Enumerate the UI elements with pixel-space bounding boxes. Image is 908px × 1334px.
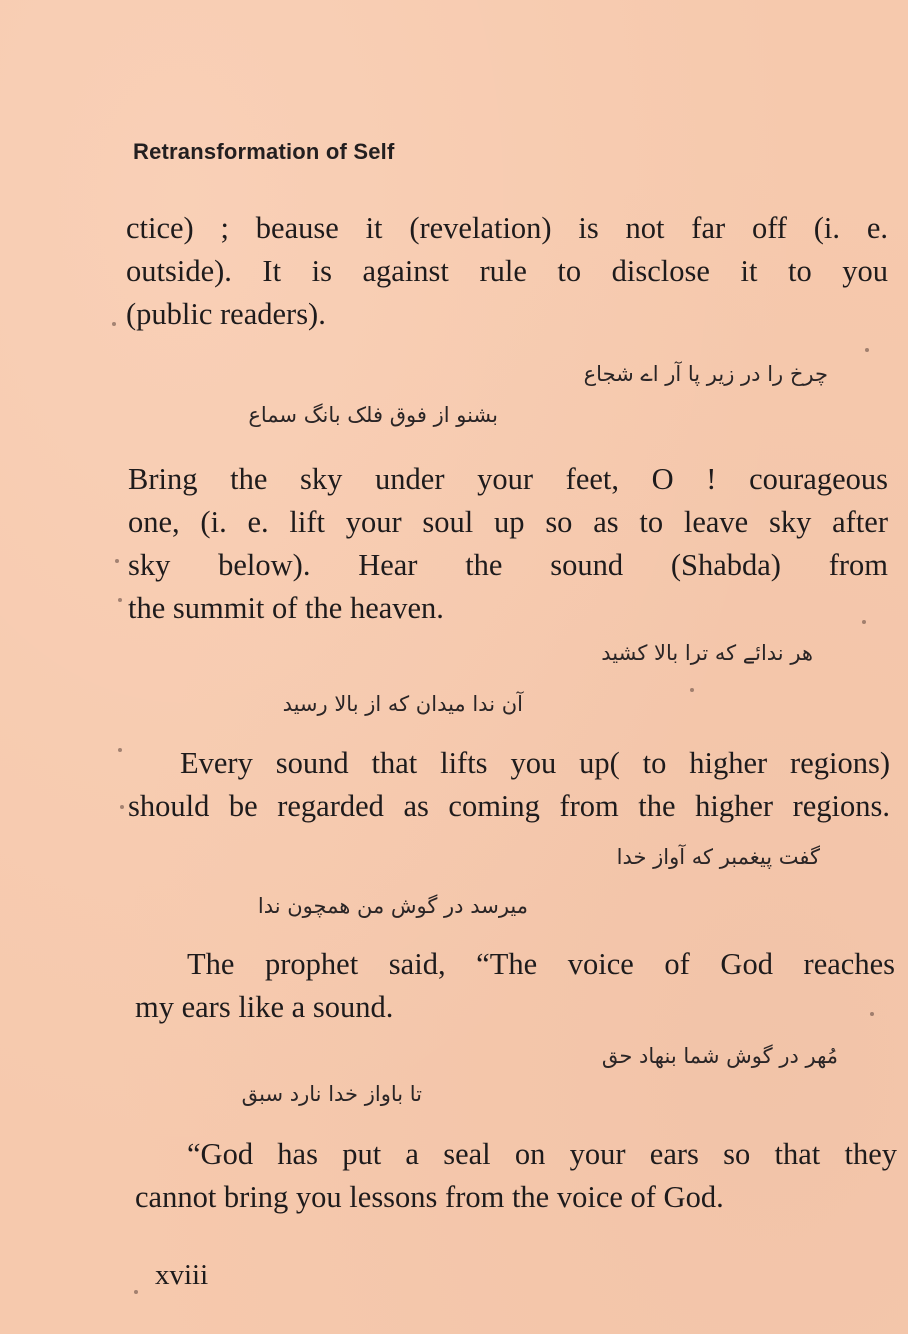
persian-verse: چرخ را در زیر پا آر اے شجاع — [583, 362, 828, 386]
paper-speck — [865, 348, 869, 352]
paper-speck — [862, 620, 866, 624]
text-line: ctice) ; beause it (revelation) is not far off (i. e. — [126, 211, 888, 245]
paper-speck — [118, 748, 122, 752]
persian-verse: هر ندائے که ترا بالا کشید — [601, 641, 813, 665]
persian-verse: آن ندا میدان که از بالا رسید — [282, 692, 523, 716]
text-line: Every sound that lifts you up( to higher regions) — [180, 746, 890, 780]
text-line: Bring the sky under your feet, O ! courageous — [128, 462, 888, 496]
persian-verse: مُهر در گوش شما بنهاد حق — [601, 1044, 838, 1068]
paragraph-5 — [135, 1133, 897, 1219]
paper-speck — [115, 559, 119, 563]
running-head: Retransformation of Self — [133, 139, 395, 164]
text-line: should be regarded as coming from the higher regions. — [128, 789, 890, 823]
persian-verse: بشنو از فوق فلک بانگ سماع — [248, 403, 498, 427]
text-line: my ears like a sound. — [135, 990, 394, 1024]
page-number: xviii — [155, 1259, 209, 1291]
text-line: sky below). Hear the sound (Shabda) from — [128, 548, 888, 582]
paragraph-2 — [128, 458, 888, 630]
text-line: one, (i. e. lift your soul up so as to leave sky after — [128, 505, 888, 539]
paragraph-1 — [126, 207, 888, 336]
paper-speck — [690, 688, 694, 692]
persian-verse: تا باواز خدا نارد سبق — [241, 1082, 422, 1106]
text-line: the summit of the heaven. — [128, 591, 444, 625]
paper-speck — [120, 805, 124, 809]
paper-speck — [118, 598, 122, 602]
text-line: outside). It is against rule to disclose it to you — [126, 254, 888, 288]
text-line: cannot bring you lessons from the voice of God. — [135, 1180, 724, 1214]
persian-verse: میرسد در گوش من همچون ندا — [257, 894, 528, 918]
paper-speck — [112, 322, 116, 326]
paragraph-3 — [128, 742, 890, 828]
text-line: The prophet said, “The voice of God reaches — [187, 947, 895, 981]
paper-speck — [134, 1290, 138, 1294]
text-line: (public readers). — [126, 297, 326, 331]
persian-verse: گفت پیغمبر که آواز خدا — [616, 845, 820, 869]
paragraph-4 — [135, 943, 895, 1029]
text-line: “God has put a seal on your ears so that they — [187, 1137, 897, 1171]
paper-speck — [870, 1012, 874, 1016]
